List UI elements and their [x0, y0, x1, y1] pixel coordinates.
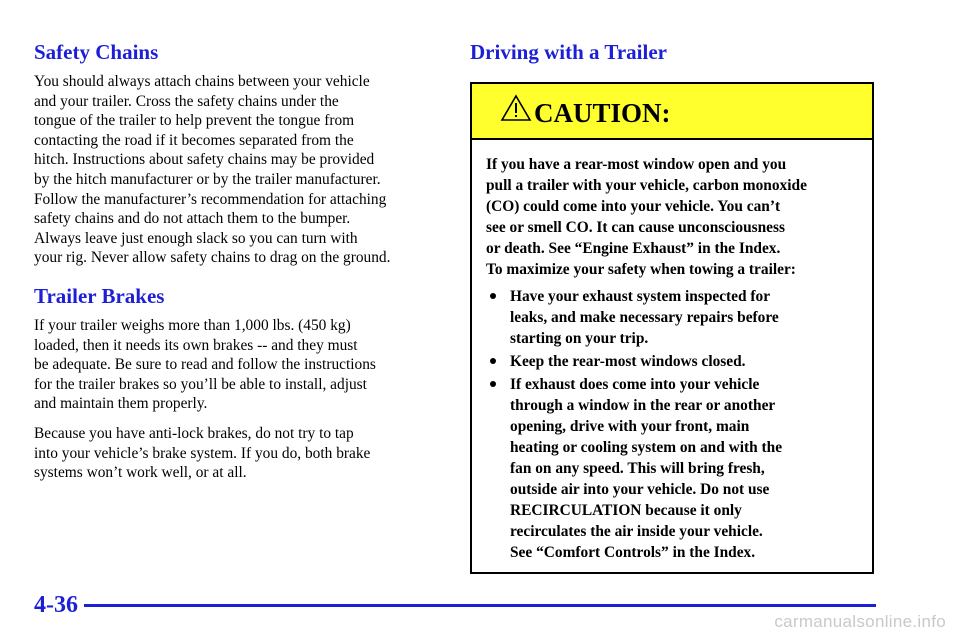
caution-header — [472, 84, 872, 140]
text-line: for the trailer brakes so you’ll be able to install, adjust — [34, 375, 367, 393]
text-line: RECIRCULATION because it only — [510, 502, 742, 519]
text-line: If you have a rear-most window open and you — [486, 156, 787, 173]
text-line: safety chains and do not attach them to the bumper. — [34, 210, 351, 228]
text-line: (CO) could come into your vehicle. You can’t — [486, 198, 781, 215]
section-title-driving-with-trailer: Driving with a Trailer — [470, 40, 667, 64]
trailer-brakes-paragraph-1 — [34, 316, 444, 414]
text-line: fan on any speed. This will bring fresh, — [510, 460, 765, 477]
text-line: See “Comfort Controls” in the Index. — [510, 544, 756, 561]
text-line: opening, drive with your front, main — [510, 418, 750, 435]
text-line: through a window in the rear or another — [510, 397, 776, 414]
text-line: pull a trailer with your vehicle, carbon monoxide — [486, 177, 807, 194]
caution-body — [472, 140, 872, 563]
text-line: You should always attach chains between your vehicle — [34, 73, 370, 90]
text-line: your rig. Never allow safety chains to drag on the ground. — [34, 249, 391, 267]
caution-label: CAUTION: — [534, 98, 671, 128]
bullet-icon — [490, 358, 496, 364]
trailer-brakes-paragraph-2 — [34, 424, 444, 483]
list-item — [486, 374, 862, 563]
text-line: Follow the manufacturer’s recommendation for attaching — [34, 190, 387, 208]
footer-divider — [84, 604, 876, 607]
text-line: hitch. Instructions about safety chains may be provided — [34, 151, 375, 169]
text-line: leaks, and make necessary repairs before — [510, 309, 779, 326]
page-number: 4-36 — [34, 592, 78, 618]
text-line: outside air into your vehicle. Do not use — [510, 481, 770, 498]
text-line: recirculates the air inside your vehicle. — [510, 523, 763, 540]
text-line: see or smell CO. It can cause unconsciousness — [486, 219, 785, 236]
text-line: To maximize your safety when towing a trailer: — [486, 261, 796, 278]
text-line: or death. See “Engine Exhaust” in the Index. — [486, 240, 781, 257]
text-line: loaded, then it needs its own brakes -- and they must — [34, 336, 358, 354]
list-item — [486, 351, 862, 372]
section-title-trailer-brakes: Trailer Brakes — [34, 283, 165, 308]
text-line: Because you have anti-lock brakes, do not try to tap — [34, 424, 354, 442]
bullet-icon — [490, 381, 496, 387]
text-line: by the hitch manufacturer or by the trailer manufacturer. — [34, 170, 381, 188]
text-line: and maintain them properly. — [34, 395, 208, 413]
text-line: heating or cooling system on and with the — [510, 439, 783, 456]
section-title-safety-chains: Safety Chains — [34, 40, 159, 64]
watermark: carmanualsonline.info — [774, 612, 946, 631]
safety-chains-paragraph — [34, 72, 444, 268]
bullet-icon — [490, 293, 496, 299]
caution-bullet-list — [486, 286, 862, 563]
list-item — [486, 286, 862, 349]
text-line: If your trailer weighs more than 1,000 lbs. (450 kg) — [34, 316, 351, 334]
left-column — [34, 38, 444, 483]
text-line: and your trailer. Cross the safety chains under the — [34, 92, 339, 110]
warning-triangle-icon — [500, 94, 532, 122]
caution-box — [470, 82, 874, 574]
text-line: contacting the road if it becomes separated from the — [34, 131, 354, 149]
text-line: tongue of the trailer to help prevent the tongue from — [34, 112, 355, 130]
text-line: Keep the rear-most windows closed. — [510, 353, 746, 370]
text-line: Always leave just enough slack so you can turn with — [34, 229, 358, 247]
right-column — [470, 38, 878, 574]
text-line: into your vehicle’s brake system. If you do, both brake — [34, 444, 371, 462]
text-line: be adequate. Be sure to read and follow the instructions — [34, 356, 376, 374]
text-line: starting on your trip. — [510, 330, 649, 347]
text-line: systems won’t work well, or at all. — [34, 464, 247, 482]
text-line: If exhaust does come into your vehicle — [510, 376, 760, 393]
text-line: Have your exhaust system inspected for — [510, 288, 771, 305]
